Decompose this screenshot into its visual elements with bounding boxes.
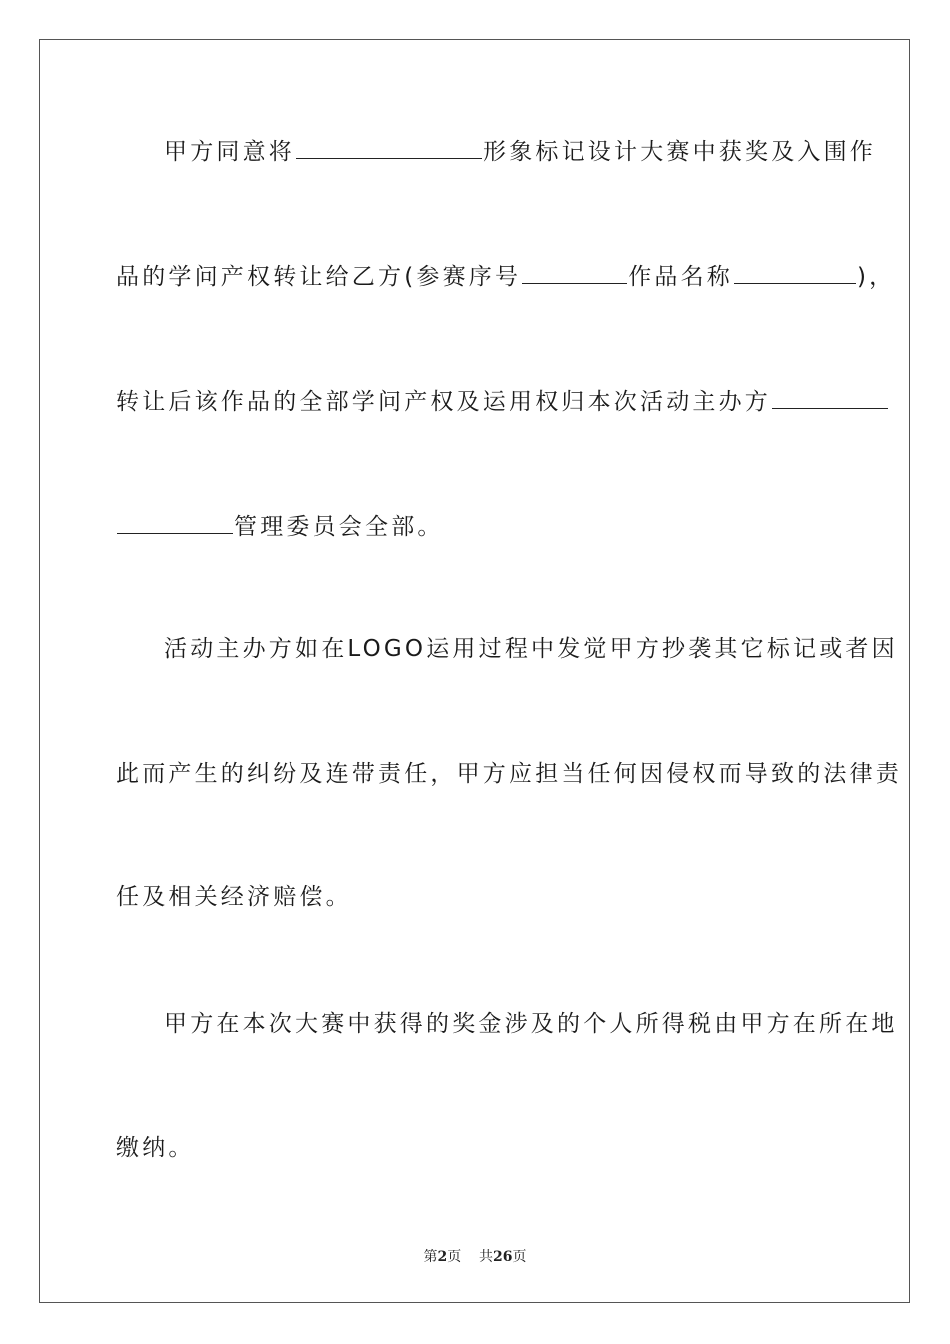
text: 作品名称 xyxy=(628,264,733,290)
page-suffix: 页 xyxy=(447,1249,462,1265)
paragraph-3-line-2: 缴纳。 xyxy=(116,1135,195,1161)
text: 品的学问产权转让给乙方(参赛序号 xyxy=(116,264,522,290)
paragraph-1-line-3 xyxy=(116,386,889,417)
organizer-blank-continued[interactable] xyxy=(117,511,233,534)
page-prefix: 第 xyxy=(423,1249,438,1265)
page-border xyxy=(39,39,910,1303)
text: )， xyxy=(857,264,896,290)
total-suffix: 页 xyxy=(512,1249,527,1265)
paragraph-1-line-1 xyxy=(164,136,876,167)
organizer-blank[interactable] xyxy=(772,386,888,409)
total-prefix: 共 xyxy=(479,1249,494,1265)
paragraph-1-line-2 xyxy=(116,261,895,292)
paragraph-2-line-2: 此而产生的纠纷及连带责任，甲方应担当任何因侵权而导致的法律责 xyxy=(116,761,902,787)
paragraph-2-line-1: 活动主办方如在LOGO运用过程中发觉甲方抄袭其它标记或者因 xyxy=(164,636,898,662)
text: 甲方同意将 xyxy=(164,139,295,165)
paragraph-3-line-1: 甲方在本次大赛中获得的奖金涉及的个人所得税由甲方在所在地 xyxy=(164,1011,898,1037)
text: 管理委员会全部。 xyxy=(234,514,444,540)
current-page-number: 2 xyxy=(437,1249,448,1265)
total-pages-number: 26 xyxy=(493,1249,513,1265)
work-name-blank[interactable] xyxy=(734,261,856,284)
fill-in-blank[interactable] xyxy=(296,136,482,159)
paragraph-1-line-4 xyxy=(116,511,444,542)
page-footer xyxy=(0,1246,950,1266)
text: 形象标记设计大赛中获奖及入围作 xyxy=(483,139,876,165)
paragraph-2-line-3: 任及相关经济赔偿。 xyxy=(116,884,352,910)
text: 转让后该作品的全部学问产权及运用权归本次活动主办方 xyxy=(116,389,771,415)
entry-number-blank[interactable] xyxy=(522,261,627,284)
